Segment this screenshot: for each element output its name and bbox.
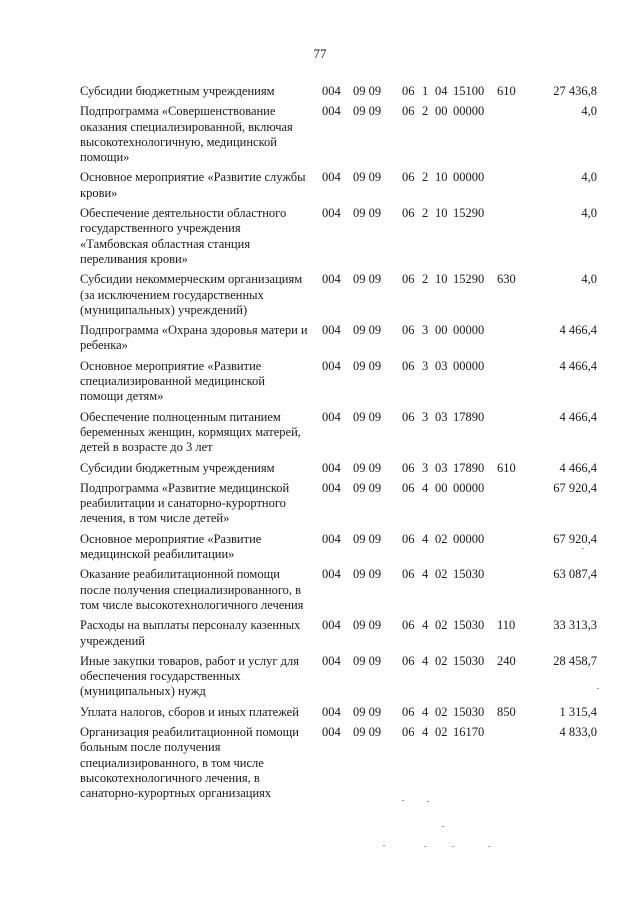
row-name: Основное мероприятие «Развитие службы крови» [80, 170, 306, 200]
direction-code: 00000 [453, 358, 485, 373]
section-code: 09 09 [353, 409, 382, 424]
section-code: 09 09 [353, 206, 382, 221]
scan-speck [427, 801, 429, 802]
program-code: 06 [402, 531, 415, 546]
ministry-code: 004 [322, 480, 341, 495]
subprogram-code: 4 [422, 724, 429, 739]
ministry-code: 004 [322, 358, 341, 373]
direction-code: 00000 [453, 104, 485, 119]
program-code: 06 [402, 409, 415, 424]
ministry-code: 004 [322, 618, 341, 633]
section-code: 09 09 [353, 704, 382, 719]
direction-code: 00000 [453, 323, 485, 338]
expense-type-code: 850 [497, 704, 516, 719]
section-code: 09 09 [353, 358, 382, 373]
section-code: 09 09 [353, 531, 382, 546]
direction-code: 15030 [453, 618, 485, 633]
subprogram-code: 2 [422, 104, 429, 119]
table-row [80, 206, 600, 267]
expense-type-code: 630 [497, 272, 516, 287]
section-code: 09 09 [353, 272, 382, 287]
row-name: Основное мероприятие «Развитие специализированной медицинской помощи детям» [80, 358, 265, 404]
row-name: Уплата налогов, сборов и иных платежей [80, 704, 299, 719]
amount: 67 920,4 [553, 531, 597, 546]
table-row [80, 725, 600, 801]
scan-speck [442, 826, 444, 827]
budget-table [80, 84, 600, 806]
ministry-code: 004 [322, 531, 341, 546]
row-name: Субсидии бюджетным учреждениям [80, 460, 275, 475]
ministry-code: 004 [322, 170, 341, 185]
expense-type-code: 110 [497, 618, 516, 633]
section-code: 09 09 [353, 84, 382, 98]
direction-code: 17890 [453, 460, 485, 475]
row-name: Расходы на выплаты персоналу казенных учреждений [80, 618, 301, 648]
table-row [80, 618, 600, 649]
subprogram-code: 4 [422, 567, 429, 582]
section-code: 09 09 [353, 618, 382, 633]
subprogram-code: 4 [422, 704, 429, 719]
section-code: 09 09 [353, 323, 382, 338]
program-code: 06 [402, 618, 415, 633]
section-code: 09 09 [353, 480, 382, 495]
amount: 4,0 [581, 206, 597, 221]
table-row [80, 567, 600, 613]
ministry-code: 004 [322, 704, 341, 719]
row-name: Иные закупки товаров, работ и услуг для обеспечения государственных (муниципальных) нужд [80, 653, 300, 699]
ministry-code: 004 [322, 206, 341, 221]
subprogram-code: 2 [422, 206, 429, 221]
section-code: 09 09 [353, 653, 382, 668]
table-row [80, 461, 600, 476]
event-code: 02 [435, 567, 448, 582]
subprogram-code: 3 [422, 409, 429, 424]
table-row [80, 323, 600, 354]
table-row [80, 272, 600, 318]
event-code: 02 [435, 531, 448, 546]
event-code: 00 [435, 323, 448, 338]
amount: 4,0 [581, 104, 597, 119]
direction-code: 15030 [453, 704, 485, 719]
program-code: 06 [402, 323, 415, 338]
amount: 4 466,4 [559, 409, 597, 424]
amount: 1 315,4 [559, 704, 597, 719]
subprogram-code: 4 [422, 480, 429, 495]
expense-type-code: 240 [497, 653, 516, 668]
row-name: Оказание реабилитационной помощи после получения специализированного, в том числе высокотехнологичного лечения [80, 567, 304, 612]
program-code: 06 [402, 460, 415, 475]
direction-code: 00000 [453, 531, 485, 546]
amount: 4 833,0 [559, 724, 597, 739]
subprogram-code: 2 [422, 170, 429, 185]
direction-code: 17890 [453, 409, 485, 424]
event-code: 00 [435, 104, 448, 119]
table-row [80, 104, 600, 165]
section-code: 09 09 [353, 567, 382, 582]
program-code: 06 [402, 84, 415, 98]
ministry-code: 004 [322, 272, 341, 287]
table-row [80, 532, 600, 563]
direction-code: 16170 [453, 724, 485, 739]
section-code: 09 09 [353, 104, 382, 119]
row-name: Подпрограмма «Совершенствование оказания специализированной, включая высокотехнологичную, медицинской помощи» [80, 104, 293, 165]
amount: 27 436,8 [553, 84, 597, 98]
ministry-code: 004 [322, 724, 341, 739]
program-code: 06 [402, 567, 415, 582]
scan-speck [402, 800, 404, 801]
event-code: 02 [435, 653, 448, 668]
program-code: 06 [402, 206, 415, 221]
subprogram-code: 4 [422, 653, 429, 668]
amount: 28 458,7 [553, 653, 597, 668]
program-code: 06 [402, 653, 415, 668]
event-code: 00 [435, 480, 448, 495]
section-code: 09 09 [353, 170, 382, 185]
row-name: Подпрограмма «Охрана здоровья матери и ребенка» [80, 323, 308, 353]
subprogram-code: 1 [422, 84, 429, 98]
subprogram-code: 3 [422, 460, 429, 475]
section-code: 09 09 [353, 460, 382, 475]
scan-speck [424, 846, 426, 847]
row-name: Субсидии некоммерческим организациям (за исключением государственных (муниципальных) учреждений) [80, 272, 303, 317]
direction-code: 00000 [453, 480, 485, 495]
ministry-code: 004 [322, 653, 341, 668]
subprogram-code: 4 [422, 531, 429, 546]
amount: 4,0 [581, 170, 597, 185]
ministry-code: 004 [322, 323, 341, 338]
program-code: 06 [402, 104, 415, 119]
event-code: 03 [435, 460, 448, 475]
event-code: 10 [435, 206, 448, 221]
expense-type-code: 610 [497, 460, 516, 475]
event-code: 02 [435, 618, 448, 633]
event-code: 03 [435, 409, 448, 424]
amount: 4 466,4 [559, 323, 597, 338]
table-row [80, 84, 600, 99]
table-row [80, 654, 600, 700]
amount: 4 466,4 [559, 460, 597, 475]
event-code: 04 [435, 84, 448, 98]
row-name: Обеспечение полноценным питанием беременных женщин, кормящих матерей, детей в возрасте до 3 лет [80, 409, 301, 455]
ministry-code: 004 [322, 104, 341, 119]
program-code: 06 [402, 272, 415, 287]
program-code: 06 [402, 724, 415, 739]
program-code: 06 [402, 358, 415, 373]
direction-code: 15030 [453, 653, 485, 668]
table-row [80, 410, 600, 456]
event-code: 10 [435, 170, 448, 185]
amount: 4 466,4 [559, 358, 597, 373]
row-name: Обеспечение деятельности областного государственного учреждения «Тамбовская областная станция переливания крови» [80, 206, 287, 266]
event-code: 10 [435, 272, 448, 287]
program-code: 06 [402, 170, 415, 185]
direction-code: 15100 [453, 84, 485, 98]
scan-speck [452, 846, 454, 847]
table-row [80, 359, 600, 405]
amount: 33 313,3 [553, 618, 597, 633]
ministry-code: 004 [322, 460, 341, 475]
event-code: 03 [435, 358, 448, 373]
page-number: 77 [313, 46, 327, 61]
table-row [80, 170, 600, 201]
row-name: Подпрограмма «Развитие медицинской реабилитации и санаторно-курортного лечения, в том числе детей» [80, 480, 290, 526]
amount: 67 920,4 [553, 480, 597, 495]
subprogram-code: 4 [422, 618, 429, 633]
event-code: 02 [435, 704, 448, 719]
direction-code: 15290 [453, 206, 485, 221]
row-name: Основное мероприятие «Развитие медицинской реабилитации» [80, 531, 262, 562]
scan-speck [383, 845, 385, 846]
scan-speck [488, 846, 490, 847]
subprogram-code: 3 [422, 358, 429, 373]
program-code: 06 [402, 480, 415, 495]
ministry-code: 004 [322, 567, 341, 582]
scan-speck [597, 688, 599, 689]
ministry-code: 004 [322, 409, 341, 424]
scan-speck [582, 548, 584, 549]
expense-type-code: 610 [497, 84, 516, 98]
amount: 63 087,4 [553, 567, 597, 582]
ministry-code: 004 [322, 84, 341, 98]
subprogram-code: 2 [422, 272, 429, 287]
event-code: 02 [435, 724, 448, 739]
row-name: Организация реабилитационной помощи больным после получения специализированного, в том числе высокотехнологичного лечения, в санаторно-курортных организациях [80, 724, 299, 801]
program-code: 06 [402, 704, 415, 719]
amount: 4,0 [581, 272, 597, 287]
direction-code: 15030 [453, 567, 485, 582]
table-row [80, 705, 600, 720]
direction-code: 15290 [453, 272, 485, 287]
table-row [80, 481, 600, 527]
section-code: 09 09 [353, 724, 382, 739]
row-name: Субсидии бюджетным учреждениям [80, 84, 275, 98]
direction-code: 00000 [453, 170, 485, 185]
subprogram-code: 3 [422, 323, 429, 338]
